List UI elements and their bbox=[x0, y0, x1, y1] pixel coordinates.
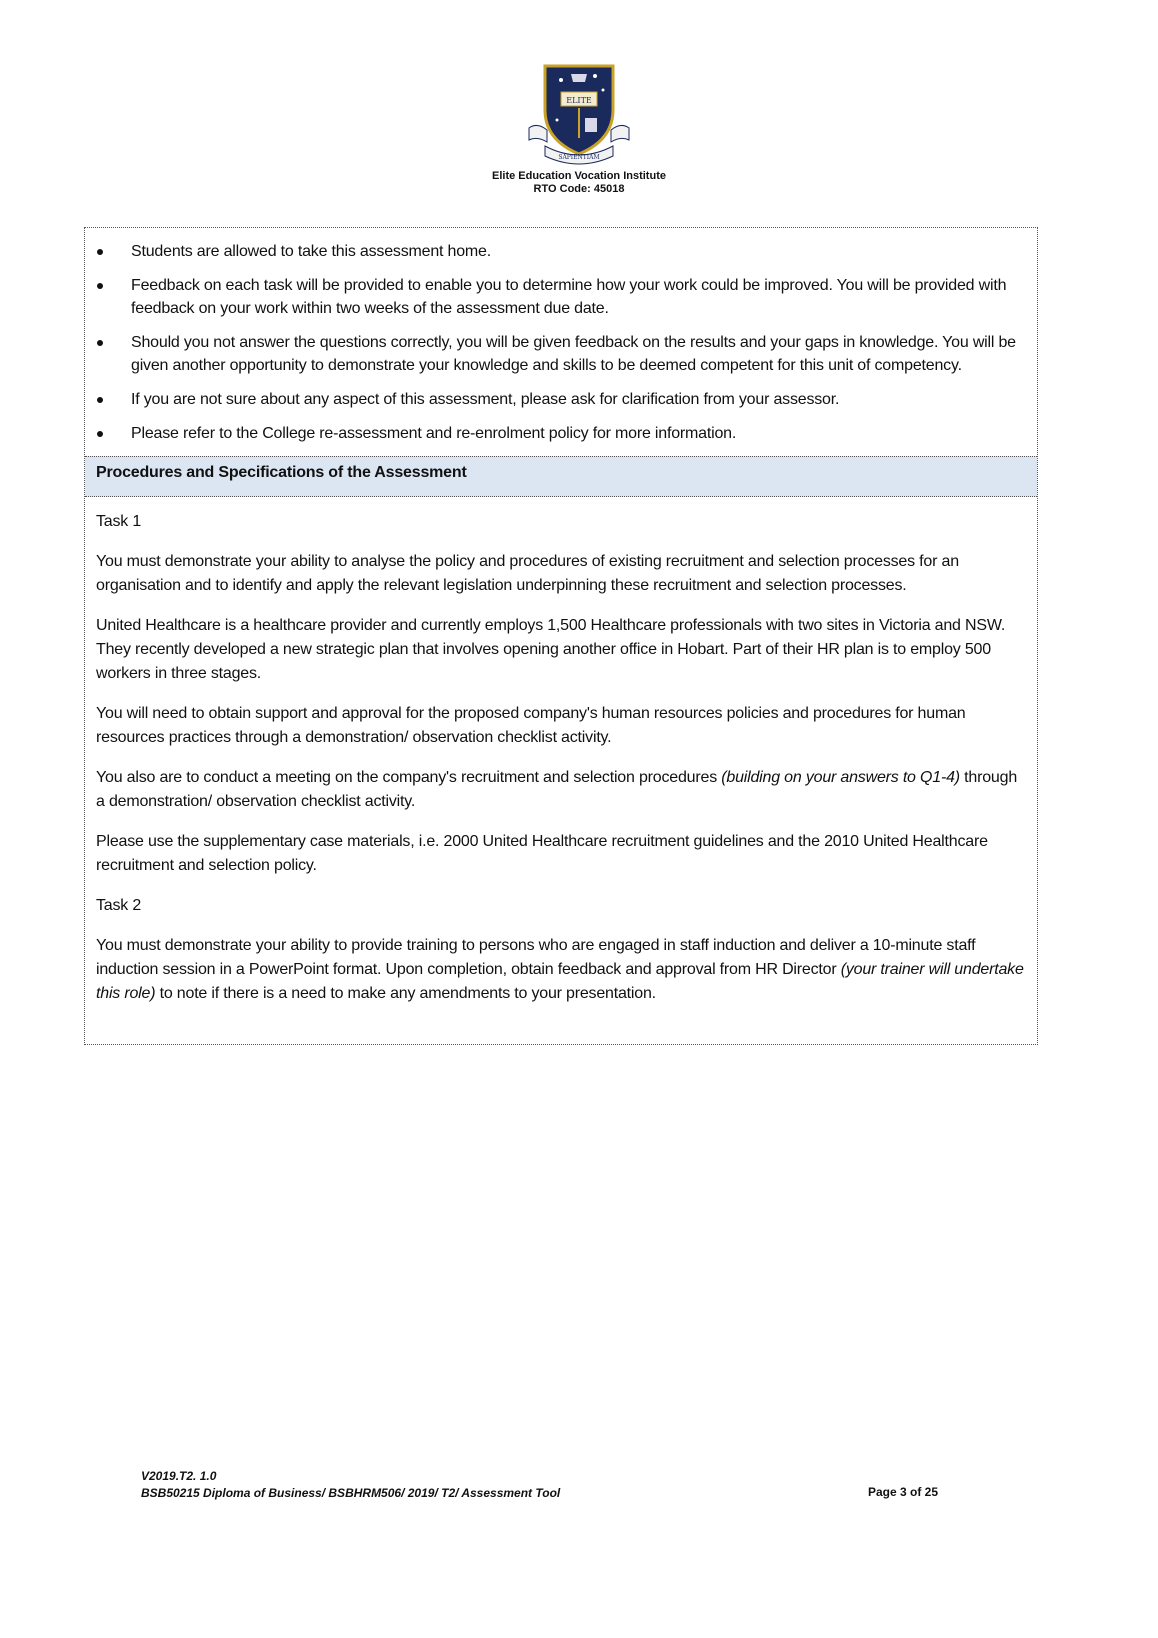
task-2-title: Task 2 bbox=[96, 897, 142, 914]
task-1-paragraph: Please use the supplementary case materials, i.e. 2000 United Healthcare recruitment guidelines and the 2010 United Healthcare recruitment and selection policy. bbox=[96, 833, 988, 874]
task-1-title: Task 1 bbox=[96, 513, 142, 530]
bullet-icon bbox=[97, 283, 103, 289]
section-heading: Procedures and Specifications of the Assessment bbox=[85, 456, 1037, 497]
bullet-icon bbox=[97, 431, 103, 437]
list-item: If you are not sure about any aspect of this assessment, please ask for clarification from your assessor. bbox=[95, 388, 1025, 411]
elite-crest-logo bbox=[523, 60, 635, 166]
bullet-icon bbox=[97, 249, 103, 255]
list-item: Please refer to the College re-assessment and re-enrolment policy for more information. bbox=[95, 422, 1025, 445]
instructions-list bbox=[85, 228, 1037, 453]
bullet-icon bbox=[97, 397, 103, 403]
version-label: V2019.T2. 1.0 bbox=[141, 1469, 217, 1483]
task-1-paragraph: You must demonstrate your ability to analyse the policy and procedures of existing recruitment and selection processes for an organisation and to identify and apply the relevant legislation underpinning these recruitment and selection processes. bbox=[96, 553, 959, 594]
procedures-content bbox=[96, 498, 1026, 1022]
task-1-paragraph: You will need to obtain support and approval for the proposed company's human resources policies and procedures for human resources practices through a demonstration/ observation checklist activity. bbox=[96, 705, 966, 746]
page-header bbox=[0, 60, 1158, 195]
rto-code: RTO Code: 45018 bbox=[533, 183, 625, 195]
course-label: BSB50215 Diploma of Business/ BSBHRM506/ 2019/ T2/ Assessment Tool bbox=[141, 1486, 561, 1500]
assessment-info-box bbox=[84, 227, 1038, 1045]
task-1-paragraph: You also are to conduct a meeting on the company's recruitment and selection procedures (building on your answers to Q1-4) through a demonstration/ observation checklist activity. bbox=[96, 769, 1018, 810]
task-1-paragraph: United Healthcare is a healthcare provider and currently employs 1,500 Healthcare professionals with two sites in Victoria and NSW. They recently developed a new strategic plan that involves opening another office in Hobart. Part of their HR plan is to employ 500 workers in three stages. bbox=[96, 617, 1006, 682]
list-item: Should you not answer the questions correctly, you will be given feedback on the results and your gaps in knowledge. You will be given another opportunity to demonstrate your knowledge and skills to be deemed competent for this unit of competency. bbox=[95, 331, 1025, 377]
svg-text:SAPIENTIAM: SAPIENTIAM bbox=[558, 154, 600, 161]
institution-name: Elite Education Vocation Institute bbox=[492, 170, 666, 182]
task-2-paragraph: You must demonstrate your ability to provide training to persons who are engaged in staff induction and deliver a 10-minute staff induction session in a PowerPoint format. Upon completion, obtain feedback and approval from HR Director (your trainer will undertake this role) to note if there is a need to make any amendments to your presentation. bbox=[96, 937, 1024, 1002]
page-footer bbox=[141, 1468, 941, 1502]
page-number: Page 3 of 25 bbox=[868, 1485, 939, 1499]
list-item: Feedback on each task will be provided to enable you to determine how your work could be improved. You will be provided with feedback on your work within two weeks of the assessment due date. bbox=[95, 274, 1025, 320]
bullet-icon bbox=[97, 340, 103, 346]
list-item: Students are allowed to take this assessment home. bbox=[95, 240, 1025, 263]
svg-text:ELITE: ELITE bbox=[566, 96, 592, 105]
